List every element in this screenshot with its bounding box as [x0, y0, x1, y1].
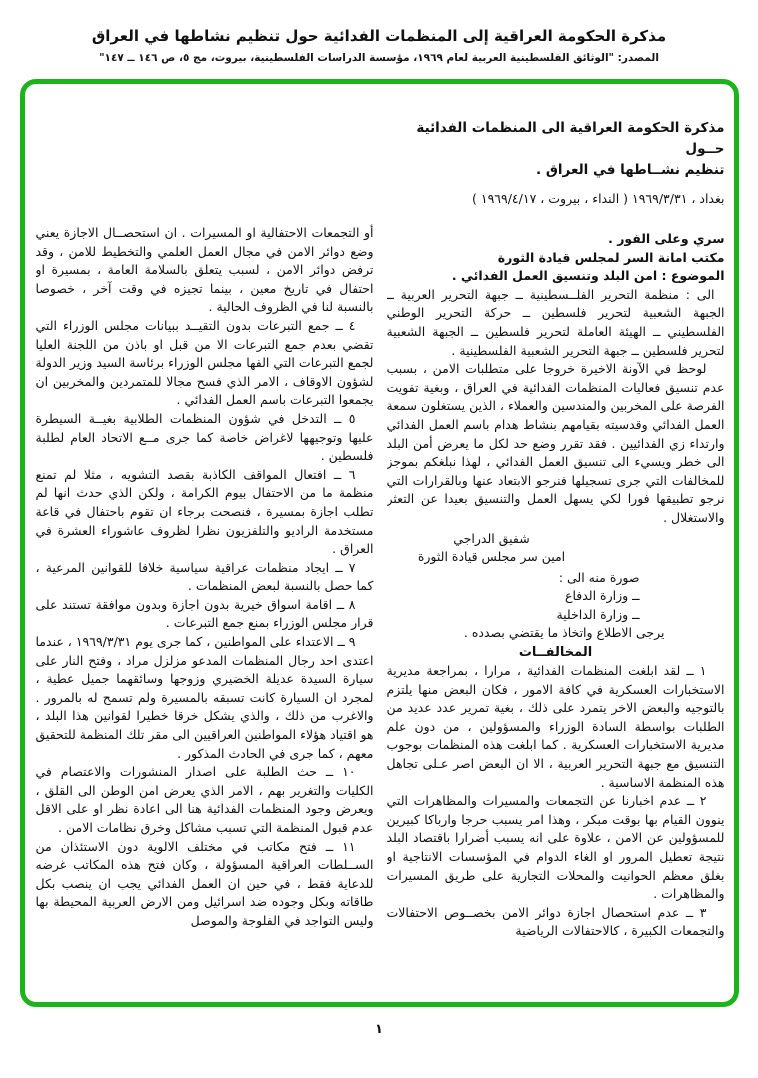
violation-item-11: ١١ ــ فتح مكاتب في مختلف الالوية دون الاستئذان من الســلطات العراقية المسؤولة ، وكان فتح هذه المكاتب غرضه للدعاية فقط ، في حين ان العمل الفدائي يجب ان ينصب بكل طاقاته وبكل وجوده ضد اسرائيل ومن الارض العربية المحيطة بها وليس التواجد في الفلوجة والموصل [35, 838, 374, 928]
subject-line: الموضوع : امن البلد وتنسيق العمل الفدائي . [451, 268, 725, 284]
violation-item-5: ٥ ــ التدخل في شؤون المنظمات الطلابية بغيــة السيطرة عليها وتوجيهها لاغراض خاصة كما جرى مــع الاتحاد العام لطلبة فلسطين . [35, 410, 374, 464]
copy-item-defense: ــ وزارة الدفاع [565, 588, 640, 604]
memo-column-left [36, 118, 374, 996]
intro-paragraph: لوحظ في الآونة الاخيرة خروجا على متطلبات الامن ، بسبب عدم تنسيق فعاليات المنظمات الفدائية في العراق ، وبغية تفويت الفرصة على المخربين والمندسين والعملاء ، الذين يستغلون سمعة العمل الفدائي وقدسيته بقيامهم بنشاط هدام باسم العمل الفدائي وارتداء زي الفدائيين . فقد تقرر وضع حد لكل ما يعرض أمن البلد الى خطر ويسيء الى تنسيق العمل الفدائي ، لهذا نبلغكم بموجز للمخالفات التي جرى تسجيلها فنرجو الابتعاد عنها وبالقرارات التي نرجو تطبيقها فورا لكي يسهل العمل والتنسيق بعيدا عن التعثر والاستغلال . [386, 361, 725, 525]
violation-item-4: ٤ ــ جمع التبرعات بدون التقيــد ببيانات مجلس الوزراء التي تقضي بعدم جمع التبرعات الا من قبل او باذن من اللجنة العليا لجمع التبرعات التي الفها مجلس الوزراء برئاسة السيد وزير الدولة لشؤون الاوقاف ، الامر الذي فسح مجالا للمتمردين والمخربين ان يجمعوا التبرعات باسم العمل الفدائي . [35, 317, 374, 408]
document-frame [20, 79, 739, 1007]
scanned-document-page [0, 26, 758, 1078]
violation-item-10: ١٠ ــ حث الطلبة على اصدار المنشورات والاعتصام في الكليات والتغرير بهم ، الامر الذي يعرض امن الوطن الى القلق ، ويعرض وجود المنظمات الفدائية هنا الى اعادة نظر او على الاقل عدم قبول المنظمة التي تسبب مشاكل وخرق نظامات الامن . [35, 764, 374, 835]
memo-columns [25, 84, 734, 1002]
addressees-paragraph: الى : منظمة التحرير الفلــسطينية ــ جبهة التحرير العربية ــ الجبهة الشعبية لتحرير فلسطين ــ حركة التحرير الوطني الفلسطيني ــ الهيئة العاملة لتحرير فلسطين ــ الجبهة الشعبية لتحرير فلسطين ــ جبهة التحرير الشعبية الفلسطينية . [386, 286, 725, 358]
review-note: يرجى الاطلاع واتخاذ ما يقتضي بصدده . [463, 625, 665, 641]
memo-title-line2: تنظيم نشــاطها في العراق . [536, 162, 725, 178]
memo-heading [387, 118, 725, 206]
violation-item-7: ٧ ــ ايجاد منظمات عراقية سياسية خلافا للقوانين المرعية ، كما حصل بالنسبة لبعض المنظمات . [35, 559, 374, 594]
copy-item-interior: ــ وزارة الداخلية [556, 606, 640, 622]
office-line: مكتب امانة السر لمجلس قيادة الثورة [497, 249, 725, 265]
signature-name: شفيق الدراجي [453, 530, 530, 546]
classification-line: سري وعلى الفور . [608, 231, 725, 246]
violation-item-3: ٣ ــ عدم استحصال اجازة دوائر الامن بخصــوص الاحتفالات والتجمعات الكبيرة ، كالاحتفالات الرياضية [386, 904, 725, 939]
page-title: مذكرة الحكومة العراقية إلى المنظمات الفدائية حول تنظيم نشاطها في العراق [91, 27, 667, 45]
violation-item-9: ٩ ــ الاعتداء على المواطنين ، كما جرى يوم ١٩٦٩/٣/٣١ ، عندما اعتدى احد رجال المنظمات المدعو مزلزل مراد ، وفتح النار على سيارة السيدة عديلة الخضيري وزوجها وسائقهما جميل عطية ، لمجرد ان السيارة كانت تسبقه بالمسيرة ولم تسمح له بالمرور . والاغرب من ذلك ، والذي يشكل خرقا خطيرا لقوانين هذا البلد ، هو اقتياد هؤلاء المواطنين العراقيين الى مقر تلك المنظمة للتحقيق معهم ، كما جرى في الحادث المذكور . [35, 634, 374, 761]
source-citation: المصدر: "الوثائق الفلسطينية العربية لعام ١٩٦٩، مؤسسة الدراسات الفلسطينية، بيروت، مج ٥، ص ١٤٦ ــ ١٤٧" [99, 52, 659, 64]
memo-dateline: بغداد ، ١٩٦٩/٣/٣١ ( النداء ، بيروت ، ١٩٦٩/٤/١٧ ) [472, 191, 725, 206]
violation-item-1: ١ ــ لقد ابلغت المنظمات الفدائية ، مرارا ، بمراجعة مديرية الاستخبارات العسكرية في كافة الامور ، فكان البعض منها يلتزم بالتوجيه والبعض الاخر يتمرد على ذلك ، بغية تمرير عدد عديد من الطلبات بواسطة السادة الوزراء والمسؤولين ، من دون علم مديرية الاستخبارات العسكرية . كما ابلغت هذه المنظمات بوجوب التنسيق مع جبهة التحرير العربية ، الا ان البعض اصر عـلى تجاهل هذه المنظمة الاساسية . [386, 663, 725, 790]
violation-item-2: ٢ ــ عدم اخبارنا عن التجمعات والمسيرات والمظاهرات التي ينوون القيام بها بوقت مبكر ، وهذا امر يسبب حرجا وارباكا كبيرين للمسؤولين عن الامن ، علاوة على انه يسبب أضرارا باقتصاد البلد نتيجة تعطيل المرور او الغاء الدوام في المؤسسات الانتاجية او بغلق معظم الحوانيت والمحلات التجارية على طريق المسيرات والمظاهرات . [386, 793, 725, 902]
violation-item-6: ٦ ــ افتعال المواقف الكاذبة بقصد التشويه ، مثلا لم تمنع منظمة ما من الاحتفال بيوم الكرامة ، ولكن الذي حدث انها لم تطلب اجازة بمسيرة ، فنصحت برجاء ان تقوم باحتفال في قاعة مستخدمة الراديو والتلفزيون نظرا لظروف عاشوراء العشرة في العراق . [35, 466, 374, 557]
violation-item-3-continuation: أو التجمعات الاحتفالية او المسيرات . ان استحصــال الاجازة يعني وضع دوائر الامن في مجال العمل العلمي والتخطيط للامن ، وقد ترفض دوائر الامن ، لسبب يتعلق بالسلامة العامة ، بمسيرة او احتفال في تاريخ معين ، بينما تجيزه في وقت آخر ، خصوصا بالنسبة لنا في الظروف الحالية . [35, 225, 374, 315]
memo-title-line1: مذكرة الحكومة العراقية الى المنظمات الفدائية حــول [416, 120, 725, 157]
signature-title: امين سر مجلس قيادة الثورة [417, 549, 566, 565]
violation-item-8: ٨ ــ اقامة اسواق خيرية بدون اجازة وبدون موافقة تستند على قرار مجلس الوزراء بمنع جمع التبرعات . [35, 596, 374, 631]
memo-column-right [387, 118, 725, 996]
memo-body-start [387, 230, 725, 941]
page-number: ١ [375, 1022, 383, 1037]
violations-heading: المخالفــات [518, 645, 593, 661]
copies-heading: صورة منه الى : [558, 569, 640, 585]
signature-block [387, 530, 597, 567]
